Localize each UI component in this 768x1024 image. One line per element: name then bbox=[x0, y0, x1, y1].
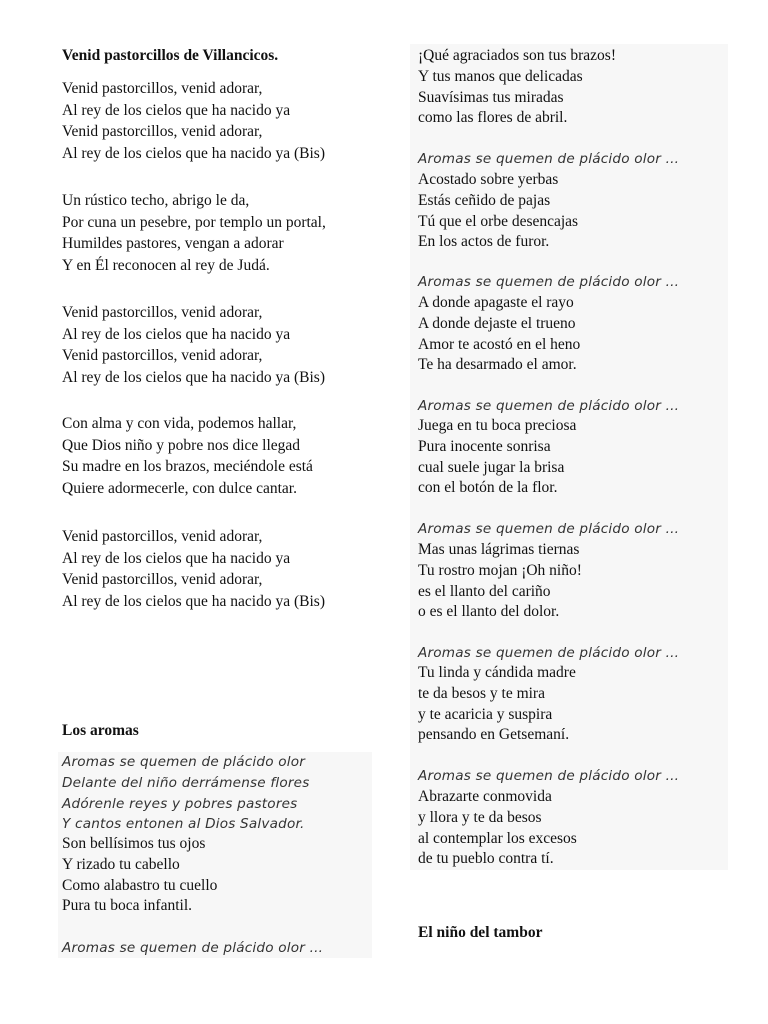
verse-line: Estás ceñido de pajas bbox=[418, 191, 551, 209]
song-title-venid-pastorcillos: Venid pastorcillos de Villancicos. bbox=[62, 47, 279, 64]
refrain-line: Aromas se quemen de plácido olor ... bbox=[418, 398, 680, 414]
verse-line: Mas unas lágrimas tiernas bbox=[418, 541, 580, 558]
verse-line: Al rey de los cielos que ha nacido ya bbox=[62, 101, 291, 119]
verse-line: Humildes pastores, vengan a adorar bbox=[62, 235, 284, 253]
stanza bbox=[418, 540, 582, 623]
song-title-los-aromas: Los aromas bbox=[62, 722, 139, 739]
verse-line: Al rey de los cielos que ha nacido ya (Bis) bbox=[62, 369, 325, 387]
verse-line: Tú que el orbe desencajas bbox=[418, 212, 579, 230]
verse-line: Al rey de los cielos que ha nacido ya bbox=[62, 549, 291, 567]
aromas-refrain bbox=[418, 519, 679, 540]
refrain-line: Aromas se quemen de plácido olor ... bbox=[418, 521, 680, 537]
stanza bbox=[62, 526, 325, 613]
verse-line: Venid pastorcillos, venid adorar, bbox=[62, 528, 263, 545]
aromas-refrain bbox=[418, 149, 679, 170]
verse-line: Venid pastorcillos, venid adorar, bbox=[62, 571, 263, 589]
stanza bbox=[418, 416, 576, 499]
refrain-line: Aromas se quemen de plácido olor ... bbox=[418, 274, 680, 290]
song-title-el-nino-del-tambor: El niño del tambor bbox=[418, 924, 543, 941]
refrain-line: Y cantos entonen al Dios Salvador. bbox=[62, 816, 305, 833]
verse-line: Con alma y con vida, podemos hallar, bbox=[62, 415, 297, 432]
verse-line: al contemplar los excesos bbox=[418, 829, 577, 847]
verse-line: como las flores de abril. bbox=[418, 109, 568, 127]
verse-line: cual suele jugar la brisa bbox=[418, 458, 565, 476]
verse-line: pensando en Getsemaní. bbox=[418, 726, 570, 744]
verse-line: con el botón de la flor. bbox=[418, 479, 558, 497]
refrain-line: Aromas se quemen de plácido olor ... bbox=[418, 768, 680, 784]
verse-line: Y tus manos que delicadas bbox=[418, 67, 583, 85]
verse-line: Acostado sobre yerbas bbox=[418, 171, 559, 188]
stanza bbox=[418, 46, 616, 129]
verse-line: y te acaricia y suspira bbox=[418, 705, 553, 723]
verse-line: ¡Qué agraciados son tus brazos! bbox=[418, 47, 616, 64]
aromas-refrain bbox=[62, 938, 323, 959]
refrain-line: Aromas se quemen de plácido olor bbox=[62, 754, 306, 770]
verse-line: o es el llanto del dolor. bbox=[418, 603, 560, 621]
aromas-refrain bbox=[418, 766, 679, 787]
verse-line: Su madre en los brazos, meciéndole está bbox=[62, 458, 313, 476]
refrain-line: Adórenle reyes y pobres pastores bbox=[62, 795, 298, 812]
verse-line: A donde dejaste el trueno bbox=[418, 314, 576, 332]
refrain-line: Aromas se quemen de plácido olor ... bbox=[418, 645, 680, 661]
stanza bbox=[418, 293, 580, 376]
verse-line: Y en Él reconocen al rey de Judá. bbox=[62, 257, 270, 275]
verse-line: y llora y te da besos bbox=[418, 808, 542, 826]
aromas-intro-plain bbox=[62, 834, 217, 917]
stanza bbox=[418, 787, 577, 870]
stanza bbox=[418, 170, 578, 253]
verse-line: Venid pastorcillos, venid adorar, bbox=[62, 123, 263, 141]
verse-line: Juega en tu boca preciosa bbox=[418, 417, 577, 434]
verse-line: A donde apagaste el rayo bbox=[418, 294, 574, 311]
stanza bbox=[62, 413, 313, 500]
verse-line: Tu linda y cándida madre bbox=[418, 664, 576, 681]
verse-line: Y rizado tu cabello bbox=[62, 855, 180, 873]
verse-line: Al rey de los cielos que ha nacido ya (Bis) bbox=[62, 145, 325, 163]
verse-line: Un rústico techo, abrigo le da, bbox=[62, 192, 250, 209]
verse-line: Pura tu boca infantil. bbox=[62, 897, 192, 915]
verse-line: Venid pastorcillos, venid adorar, bbox=[62, 347, 263, 365]
stanza bbox=[62, 190, 326, 277]
aromas-intro-italic bbox=[62, 752, 310, 835]
aromas-refrain bbox=[418, 396, 679, 417]
refrain-line: Aromas se quemen de plácido olor ... bbox=[418, 151, 680, 167]
verse-line: te da besos y te mira bbox=[418, 684, 545, 702]
verse-line: Son bellísimos tus ojos bbox=[62, 835, 206, 852]
verse-line: Pura inocente sonrisa bbox=[418, 437, 551, 455]
verse-line: En los actos de furor. bbox=[418, 233, 550, 251]
verse-line: Suavísimas tus miradas bbox=[418, 88, 564, 106]
verse-line: es el llanto del cariño bbox=[418, 582, 551, 600]
verse-line: Venid pastorcillos, venid adorar, bbox=[62, 304, 263, 321]
stanza bbox=[418, 663, 576, 746]
verse-line: Como alabastro tu cuello bbox=[62, 876, 218, 894]
aromas-refrain bbox=[418, 643, 679, 664]
verse-line: Te ha desarmado el amor. bbox=[418, 356, 577, 374]
verse-line: Venid pastorcillos, venid adorar, bbox=[62, 80, 263, 97]
verse-line: Abrazarte conmovida bbox=[418, 788, 552, 805]
verse-line: Quiere adormecerle, con dulce cantar. bbox=[62, 480, 297, 498]
verse-line: Por cuna un pesebre, por templo un portal, bbox=[62, 213, 326, 231]
verse-line: de tu pueblo contra tí. bbox=[418, 850, 554, 868]
stanza bbox=[62, 302, 325, 389]
verse-line: Que Dios niño y pobre nos dice llegad bbox=[62, 436, 301, 454]
verse-line: Amor te acostó en el heno bbox=[418, 335, 581, 353]
verse-line: Al rey de los cielos que ha nacido ya bbox=[62, 325, 291, 343]
verse-line: Al rey de los cielos que ha nacido ya (Bis) bbox=[62, 593, 325, 611]
refrain-line: Aromas se quemen de plácido olor ... bbox=[62, 940, 324, 956]
stanza bbox=[62, 78, 325, 165]
aromas-refrain bbox=[418, 272, 679, 293]
verse-line: Tu rostro mojan ¡Oh niño! bbox=[418, 561, 582, 579]
refrain-line: Delante del niño derrámense flores bbox=[62, 774, 310, 791]
